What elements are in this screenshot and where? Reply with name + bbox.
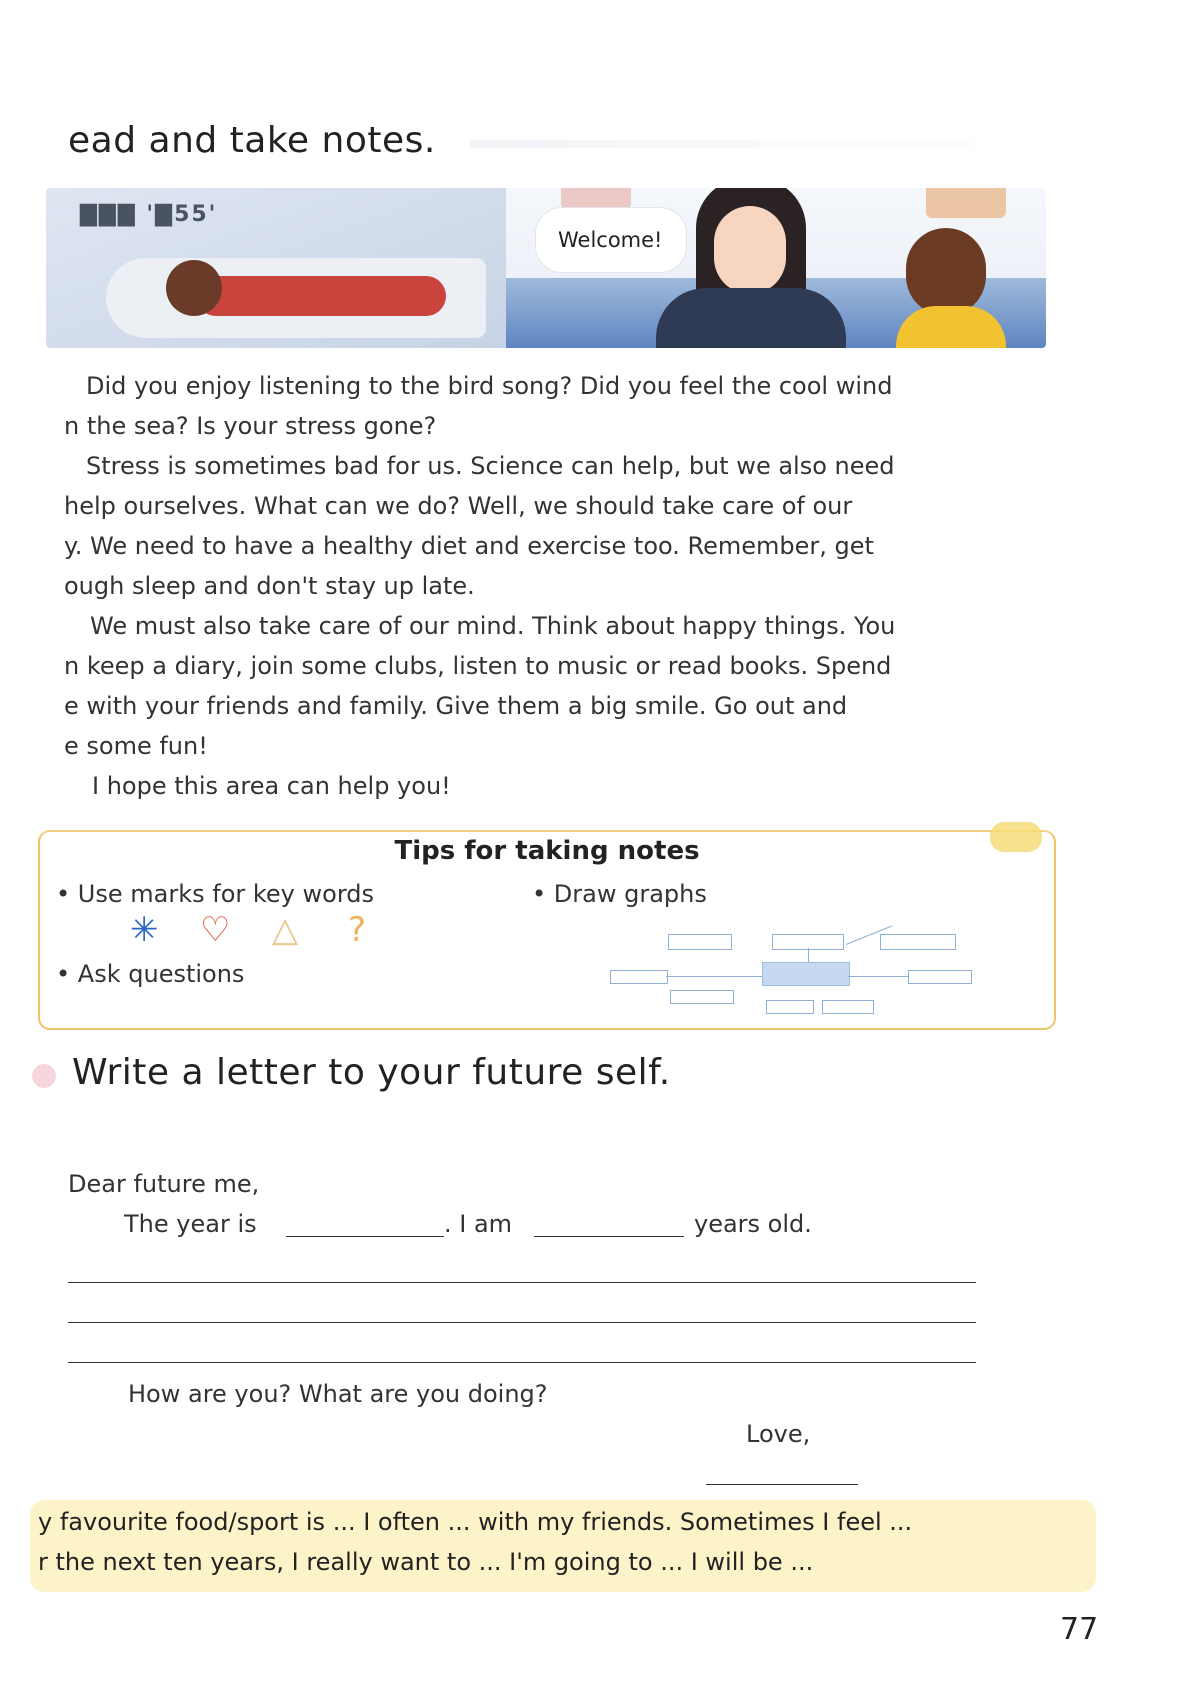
graph-node [668,934,732,950]
age-blank-line[interactable] [534,1236,684,1237]
illustration-sign: ▇▇▇ '▇55' [80,202,218,227]
reading-line: help ourselves. What can we do? Well, we should take care of our [64,492,853,520]
triangle-icon: △ [272,910,299,950]
hint-line: y favourite food/sport is ... I often ... with my friends. Sometimes I feel ... [38,1508,913,1536]
tip-label: Use marks for key words [77,880,375,908]
speech-bubble-text: Welcome! [558,228,663,252]
illustration-resting-person [196,276,446,316]
graph-node [610,970,668,984]
graph-connector [808,948,809,962]
tip-label: Ask questions [77,960,245,988]
tip-label: Draw graphs [553,880,707,908]
tip-draw-graphs [532,880,707,908]
page-number: 77 [1060,1612,1099,1647]
reading-line: Did you enjoy listening to the bird song? Did you feel the cool wind [86,372,893,400]
reading-line: n keep a diary, join some clubs, listen to music or read books. Spend [64,652,892,680]
speech-bubble [536,208,686,272]
tips-title: Tips for taking notes [394,836,700,866]
illustration-frame [926,188,1006,218]
illustration-woman-face [714,206,786,294]
letter-closing: Love, [746,1420,811,1448]
question-mark-icon: ? [348,910,367,950]
graph-connector [666,976,762,977]
year-blank-line[interactable] [286,1236,444,1237]
tip-ask-questions [56,960,244,988]
graph-node [822,1000,874,1014]
graph-center-node [762,962,850,986]
section-heading-write: Write a letter to your future self. [72,1052,671,1093]
letter-year-suffix: years old. [694,1210,812,1238]
reading-line: Stress is sometimes bad for us. Science can help, but we also need [86,452,895,480]
graph-connector [848,976,908,977]
graph-node [908,970,972,984]
letter-greeting: Dear future me, [68,1170,260,1198]
illustration-frame [561,188,631,208]
reading-line: I hope this area can help you! [92,772,451,800]
reading-line: e with your friends and family. Give them a big smile. Go out and [64,692,848,720]
asterisk-icon: ✳ [130,910,159,950]
writing-line[interactable] [68,1362,976,1363]
section-heading-read: ead and take notes. [68,120,436,161]
illustration-boy-head [906,228,986,316]
hint-line: r the next ten years, I really want to ... I'm going to ... I will be ... [38,1548,814,1576]
reading-line: n the sea? Is your stress gone? [64,412,437,440]
reading-line: ough sleep and don't stay up late. [64,572,475,600]
illustration-person-head [166,260,222,316]
heading-rule [470,140,1060,148]
reading-line: y. We need to have a healthy diet and exercise too. Remember, get [64,532,874,560]
signature-blank-line[interactable] [706,1484,858,1485]
letter-year-mid: . I am [444,1210,513,1238]
writing-line[interactable] [68,1282,976,1283]
graph-node [670,990,734,1004]
bullet-icon: • [532,880,554,908]
bullet-icon: • [56,960,78,988]
letter-questions: How are you? What are you doing? [128,1380,548,1408]
heart-icon: ♡ [200,910,231,950]
graph-node [880,934,956,950]
reading-line: e some fun! [64,732,208,760]
section-bullet-icon [32,1064,56,1088]
reading-line: We must also take care of our mind. Think about happy things. You [90,612,896,640]
writing-line[interactable] [68,1322,976,1323]
illustration-banner [46,188,1046,348]
graph-node [766,1000,814,1014]
tip-use-marks [56,880,374,908]
bullet-icon: • [56,880,78,908]
illustration-woman-body [656,288,846,348]
letter-year-prefix: The year is [124,1210,257,1238]
